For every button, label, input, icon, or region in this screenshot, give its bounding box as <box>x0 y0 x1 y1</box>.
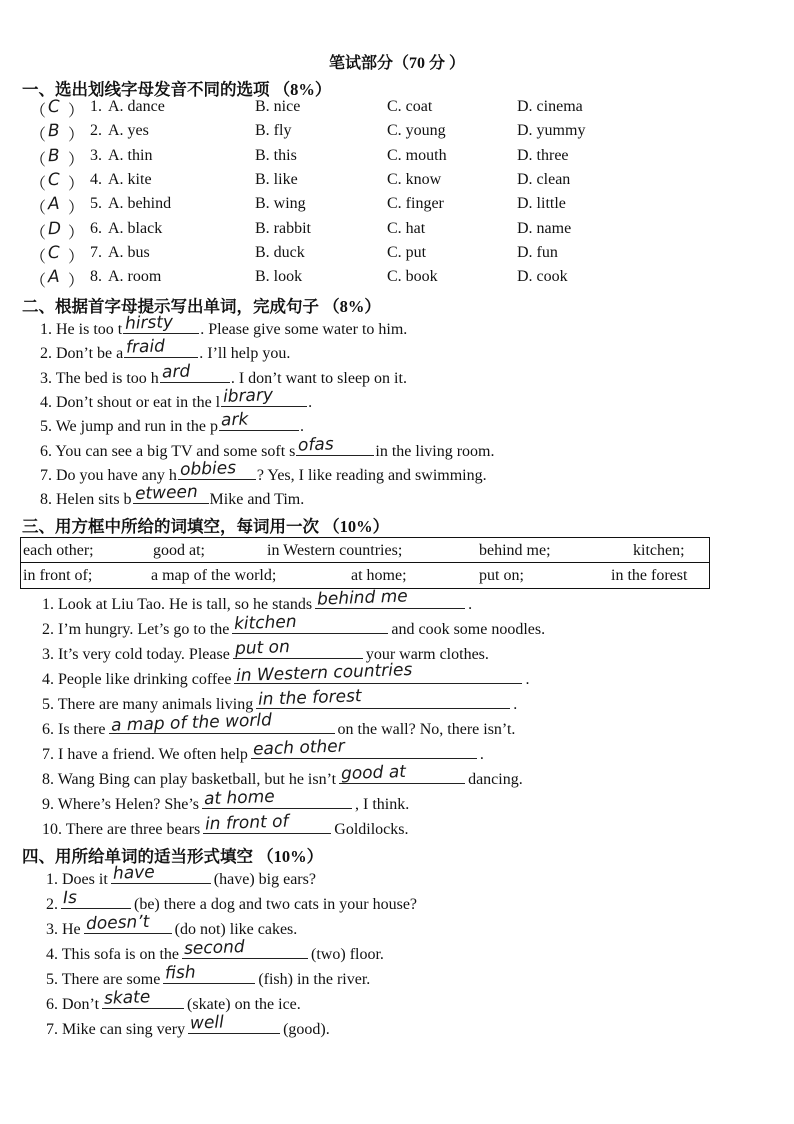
option-d: D. fun <box>517 243 558 261</box>
question-text-end: . <box>525 671 530 688</box>
option-a: A. dance <box>108 98 165 115</box>
question-text-end: . <box>479 746 484 763</box>
answer-blank <box>251 736 477 760</box>
handwritten-answer: fish <box>164 962 197 984</box>
handwritten-answer: A <box>47 266 60 288</box>
question-text-end: ? Yes, I like reading and swimming. <box>256 466 487 484</box>
question-text-end: on the wall? No, there isn’t. <box>337 721 516 738</box>
choice-paren-open: （ <box>30 273 47 291</box>
question-line <box>46 911 298 939</box>
choice-paren-close: ） <box>68 103 85 120</box>
answer-blank <box>160 361 230 383</box>
question-line <box>42 586 473 614</box>
answer-blank <box>84 911 172 935</box>
option-d: D. name <box>517 219 572 237</box>
answer-blank <box>102 987 184 1009</box>
answer-blank <box>123 312 199 334</box>
answer-blank <box>163 962 255 984</box>
handwritten-answer: hirsty <box>124 312 174 334</box>
option-b: B. duck <box>255 243 305 261</box>
option-b: B. nice <box>255 98 301 115</box>
answer-blank <box>233 637 363 659</box>
word-box-item: each other; <box>23 542 94 559</box>
answer-blank <box>111 862 211 884</box>
question-line <box>46 987 301 1014</box>
section3-heading: 三、用方框中所给的词填空，每词用一次 （10%） <box>22 517 390 536</box>
word-box-item: put on; <box>479 567 524 584</box>
choice-paren-open: （ <box>30 103 47 120</box>
choice-paren-open: （ <box>30 175 47 193</box>
handwritten-answer: good at <box>340 761 407 785</box>
option-a: A. room <box>108 268 162 286</box>
question-text-end: and cook some noodles. <box>391 621 546 638</box>
question-text-end: Mike and Tim. <box>209 491 305 509</box>
handwritten-answer: C <box>47 96 61 118</box>
handwritten-answer: a map of the world <box>110 710 272 736</box>
choice-paren-close: ） <box>68 151 85 169</box>
answer-blank <box>339 761 465 785</box>
question-line <box>42 811 409 839</box>
question-text: 1. He is too t <box>40 321 123 338</box>
option-a: A. behind <box>108 195 172 213</box>
handwritten-answer: C <box>47 169 61 191</box>
question-number: 6. <box>90 219 102 237</box>
option-d: D. cook <box>517 268 568 286</box>
answer-blank <box>182 936 308 960</box>
word-box-item: kitchen; <box>633 542 685 559</box>
question-text: 7. Mike can sing very <box>46 1021 186 1038</box>
question-text: 2. I’m hungry. Let’s go to the <box>42 621 230 638</box>
option-c: C. mouth <box>387 146 447 164</box>
question-line <box>42 761 523 789</box>
option-b: B. wing <box>255 195 306 213</box>
question-number: 1. <box>90 98 102 115</box>
question-text-end: Goldilocks. <box>334 821 409 838</box>
answer-blank <box>232 611 388 635</box>
question-text: 4. This sofa is on the <box>46 946 180 963</box>
option-d: D. cinema <box>517 98 583 115</box>
handwritten-answer: doesn’t <box>85 911 150 935</box>
answer-blank <box>178 457 256 480</box>
handwritten-answer: fraid <box>125 336 166 358</box>
question-text: 8. Helen sits b <box>40 491 132 509</box>
section4-heading: 四、用所给单词的适当形式填空 （10%） <box>22 847 324 866</box>
question-text: 7. I have a friend. We often help <box>42 746 248 763</box>
question-text: 7. Do you have any h <box>40 466 177 484</box>
option-d: D. clean <box>517 170 571 188</box>
handwritten-answer: ibrary <box>222 385 274 407</box>
question-text: 1. Does it <box>46 871 108 888</box>
word-box-item: good at; <box>153 542 205 559</box>
answer-blank <box>315 586 465 610</box>
handwritten-answer: kitchen <box>234 611 298 635</box>
question-text: 5. There are many animals living <box>42 696 254 713</box>
question-text: 6. Is there <box>42 721 106 738</box>
question-number: 3. <box>90 146 102 164</box>
section1-heading: 一、选出划线字母发音不同的选项 （8%） <box>22 80 332 99</box>
handwritten-answer: well <box>189 1012 225 1034</box>
option-a: A. yes <box>108 122 149 140</box>
option-b: B. look <box>255 268 303 286</box>
question-text-end: , I think. <box>355 796 410 813</box>
question-line <box>46 1012 330 1039</box>
question-line <box>40 482 305 509</box>
question-line <box>46 936 384 964</box>
answer-blank <box>188 1012 280 1034</box>
question-line <box>40 336 291 363</box>
answer-blank <box>203 811 331 835</box>
question-line <box>42 786 410 814</box>
answer-blank <box>202 786 352 810</box>
question-text-end: . Please give some water to him. <box>200 321 408 338</box>
choice-paren-close: ） <box>68 127 85 145</box>
question-text: 6. Don’t <box>46 996 100 1013</box>
handwritten-answer: each other <box>252 736 345 760</box>
question-text-end: (skate) on the ice. <box>187 996 301 1013</box>
word-box-item: in front of; <box>23 567 93 584</box>
answer-blank <box>109 710 335 736</box>
question-line <box>42 637 489 664</box>
choice-paren-open: （ <box>30 224 47 242</box>
answer-blank <box>234 659 522 687</box>
question-text-end: in the living room. <box>375 442 495 460</box>
word-box-item: behind me; <box>479 542 551 559</box>
handwritten-answer: ark <box>220 409 249 431</box>
handwritten-answer: at home <box>203 786 276 810</box>
question-line <box>46 962 371 989</box>
choice-paren-close: ） <box>68 175 85 193</box>
option-a: A. black <box>108 219 163 237</box>
question-line <box>40 361 407 388</box>
option-d: D. little <box>517 195 566 213</box>
question-text: 5. There are some <box>46 971 161 988</box>
question-text: 3. It’s very cold today. Please <box>42 646 230 663</box>
word-box-item: at home; <box>351 567 407 584</box>
question-line <box>46 887 418 914</box>
handwritten-answer: put on <box>234 637 290 659</box>
question-line <box>42 686 518 714</box>
handwritten-answer: Is <box>62 887 78 909</box>
choice-paren-open: （ <box>30 127 47 145</box>
choice-paren-close: ） <box>68 224 85 242</box>
question-line <box>40 457 487 485</box>
option-b: B. fly <box>255 122 292 140</box>
word-box <box>20 537 710 589</box>
question-text: 6. You can see a big TV and some soft s <box>40 442 296 460</box>
answer-blank <box>124 336 198 358</box>
question-line <box>40 409 304 436</box>
question-text-end: . <box>513 696 518 713</box>
option-b: B. rabbit <box>255 219 311 237</box>
question-text: 4. Don’t shout or eat in the l <box>40 393 221 411</box>
handwritten-answer: ard <box>161 361 191 383</box>
question-text-end: dancing. <box>468 771 523 788</box>
question-text: 3. He <box>46 921 81 938</box>
word-box-item: in Western countries; <box>267 542 403 559</box>
question-line <box>42 611 546 639</box>
question-line <box>42 659 530 689</box>
question-text: 2. Don’t be a <box>40 345 124 363</box>
question-text: 10. There are three bears <box>42 821 201 838</box>
question-text-end: . <box>468 596 473 613</box>
option-c: C. young <box>387 122 446 140</box>
handwritten-answer: skate <box>103 987 151 1009</box>
handwritten-answer: B <box>47 121 61 142</box>
question-text-end: (do not) like cakes. <box>174 921 298 938</box>
question-line <box>40 312 408 339</box>
option-c: C. put <box>387 243 427 261</box>
answer-blank <box>219 409 299 431</box>
question-text-end: (fish) in the river. <box>258 971 371 988</box>
question-text-end: . <box>299 418 304 436</box>
choice-paren-close: ） <box>68 273 85 291</box>
option-c: C. finger <box>387 195 444 213</box>
handwritten-answer: B <box>47 145 61 166</box>
answer-blank <box>296 433 374 456</box>
question-text-end: . I’ll help you. <box>199 345 291 363</box>
word-box-item: a map of the world; <box>151 567 277 584</box>
option-c: C. coat <box>387 98 433 115</box>
handwritten-answer: D <box>47 218 62 239</box>
question-number: 5. <box>90 195 102 213</box>
question-line <box>42 736 484 764</box>
choice-paren-open: （ <box>30 200 47 218</box>
option-b: B. like <box>255 170 298 188</box>
question-number: 2. <box>90 122 102 140</box>
handwritten-answer: obbies <box>179 457 237 480</box>
question-line <box>46 862 316 889</box>
handwritten-answer: ofas <box>298 433 335 456</box>
option-a: A. kite <box>108 170 152 188</box>
handwritten-answer: C <box>47 242 61 263</box>
question-number: 7. <box>90 243 102 261</box>
question-text-end: (two) floor. <box>311 946 384 963</box>
handwritten-answer: in Western countries <box>236 659 414 687</box>
question-text-end: . <box>308 393 313 411</box>
choice-paren-open: （ <box>30 151 47 169</box>
question-line <box>42 710 516 739</box>
question-text-end: (be) there a dog and two cats in your house? <box>134 896 418 913</box>
handwritten-answer: in the forest <box>257 686 363 710</box>
answer-blank <box>256 686 510 710</box>
section2-heading: 二、根据首字母提示写出单词，完成句子 （8%） <box>22 297 381 316</box>
option-d: D. yummy <box>517 122 586 140</box>
question-text: 1. Look at Liu Tao. He is tall, so he stands <box>42 596 313 613</box>
option-c: C. hat <box>387 219 426 237</box>
handwritten-answer: etween <box>134 482 198 505</box>
question-number: 4. <box>90 170 102 188</box>
handwritten-answer: second <box>183 936 246 960</box>
question-line <box>40 385 313 412</box>
handwritten-answer: in front of <box>204 811 290 835</box>
handwritten-answer: A <box>47 193 60 215</box>
question-text-end: . I don’t want to sleep on it. <box>230 369 407 387</box>
handwritten-answer: have <box>112 862 155 884</box>
option-c: C. know <box>387 170 442 188</box>
question-line <box>40 433 495 461</box>
option-a: A. bus <box>108 243 150 261</box>
question-text-end: (have) big ears? <box>213 871 316 888</box>
answer-blank <box>221 385 307 407</box>
choice-paren-open: （ <box>30 248 47 266</box>
choice-paren-close: ） <box>68 248 85 266</box>
answer-blank <box>133 482 209 505</box>
option-c: C. book <box>387 268 438 286</box>
choice-paren-close: ） <box>68 200 85 218</box>
question-text: 9. Where’s Helen? She’s <box>42 796 199 813</box>
option-b: B. this <box>255 146 297 164</box>
answer-blank <box>61 887 131 909</box>
question-text: 8. Wang Bing can play basketball, but he isn’t <box>42 771 337 788</box>
page-title: 笔试部分（70 分 ） <box>328 55 465 72</box>
question-text: 3. The bed is too h <box>40 369 159 387</box>
question-text: 4. People like drinking coffee <box>42 671 232 688</box>
question-text: 2. <box>46 896 58 913</box>
word-box-divider <box>21 562 709 563</box>
option-a: A. thin <box>108 146 153 164</box>
question-text-end: your warm clothes. <box>365 646 489 663</box>
question-number: 8. <box>90 268 102 286</box>
word-box-item: in the forest <box>611 567 688 584</box>
question-text-end: (good). <box>283 1021 330 1038</box>
option-d: D. three <box>517 146 569 164</box>
handwritten-answer: behind me <box>316 586 409 610</box>
question-text: 5. We jump and run in the p <box>40 418 218 436</box>
